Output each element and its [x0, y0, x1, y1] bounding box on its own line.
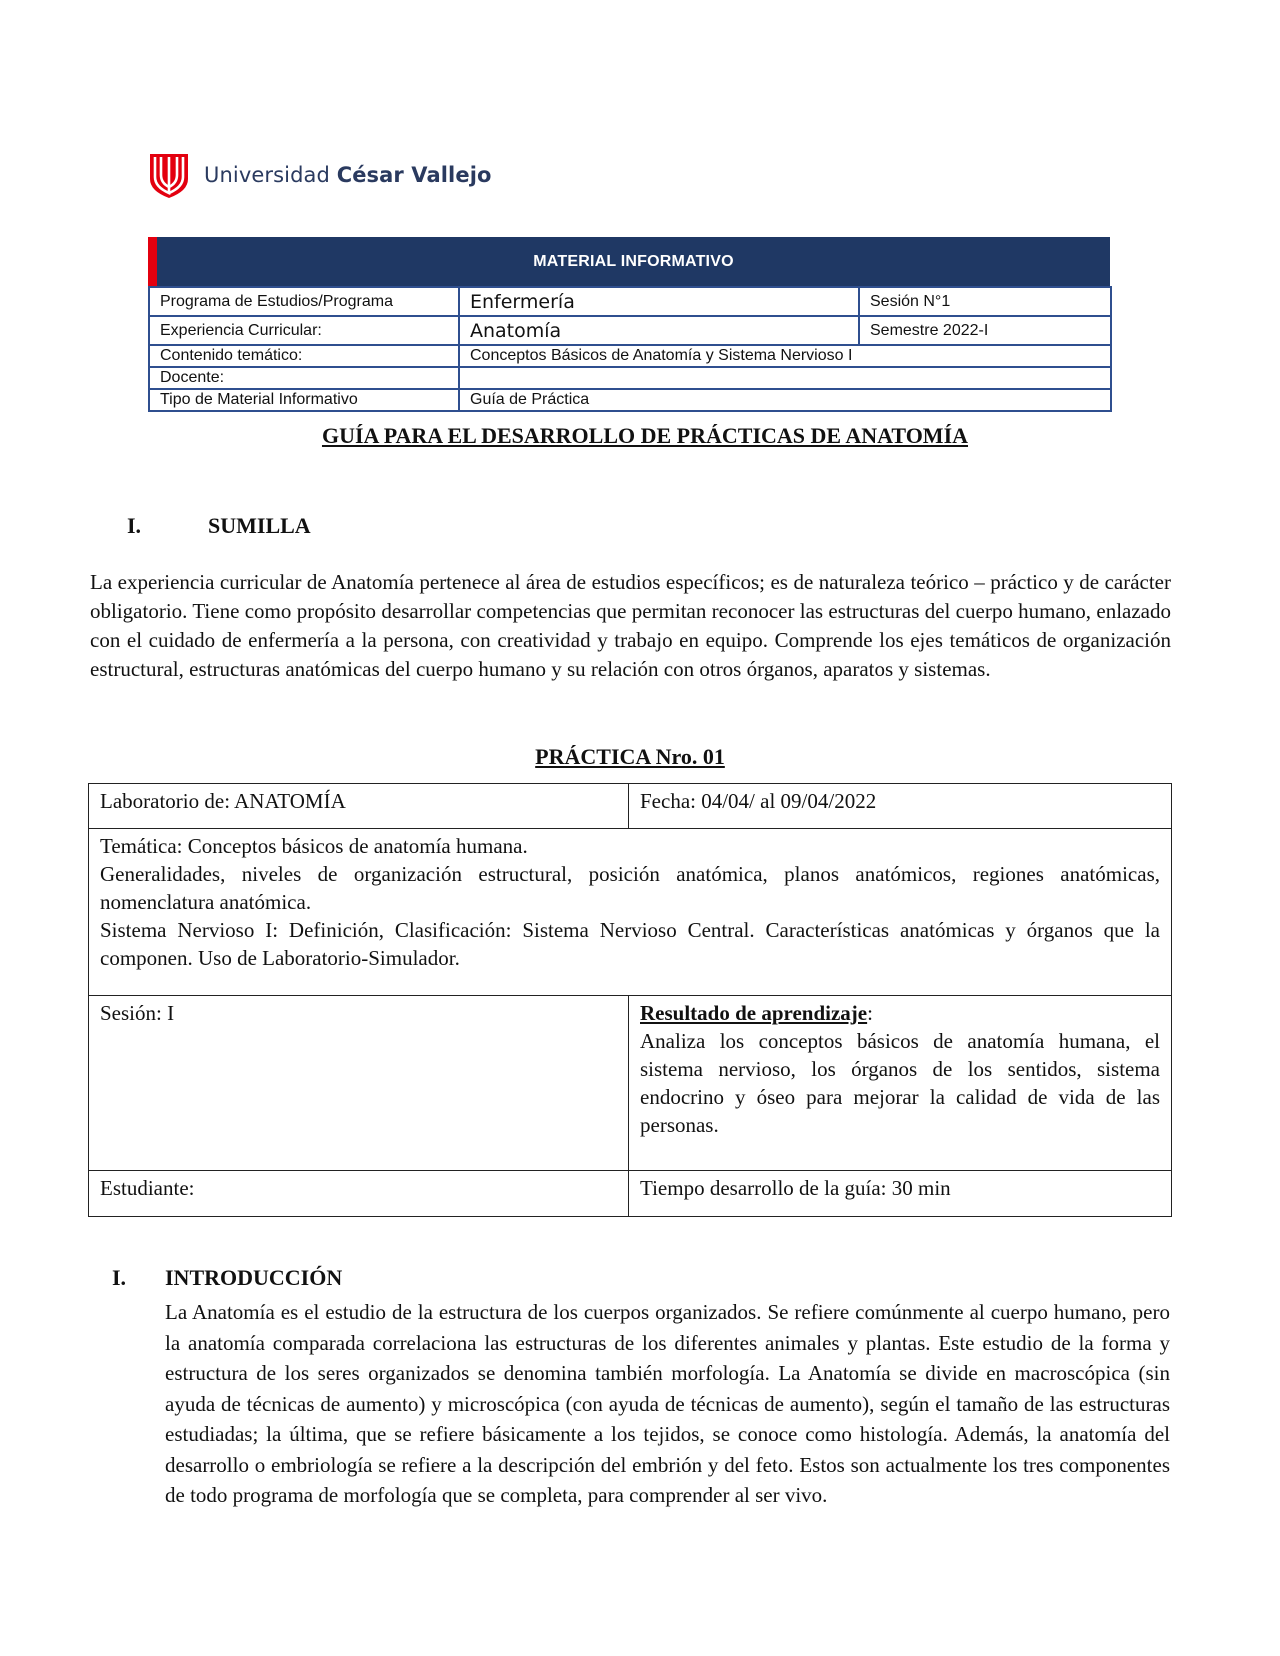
laboratorio-cell: Laboratorio de: ANATOMÍA [89, 784, 629, 829]
info-value: Guía de Práctica [459, 389, 1111, 411]
info-row-tipo [149, 389, 1111, 411]
info-label: Experiencia Curricular: [149, 316, 459, 345]
lab-row-tematica [89, 829, 1172, 996]
material-info-header: MATERIAL INFORMATIVO [148, 237, 1110, 286]
info-row-docente [149, 367, 1111, 389]
info-value: Enfermería [459, 287, 859, 316]
university-name-regular: Universidad [204, 163, 337, 187]
sistema-line: Sistema Nervioso I: Definición, Clasificación: Sistema Nervioso Central. Características anatómicas y órganos que la componen. Uso de Laboratorio-Simulador. [100, 918, 1160, 970]
lab-row-sesion [89, 996, 1172, 1171]
section-title: INTRODUCCIÓN [165, 1265, 343, 1290]
lab-row-header [89, 784, 1172, 829]
section-number: I. [127, 513, 142, 538]
info-value [459, 367, 1111, 389]
info-extra: Sesión N°1 [859, 287, 1111, 316]
info-label: Programa de Estudios/Programa [149, 287, 459, 316]
material-info-table [148, 237, 1110, 412]
estudiante-cell: Estudiante: [89, 1171, 629, 1217]
sumilla-text: La experiencia curricular de Anatomía pertenece al área de estudios específicos; es de naturaleza teórico – práctico y de carácter obligatorio. Tiene como propósito desarrollar competencias que permitan reconocer las estructuras del cuerpo humano, enlazado con el cuidado de enfermería a la persona, con creatividad y trabajo en equipo. Comprende los ejes temáticos de organización estructural, estructuras anatómicas del cuerpo humano y su relación con otros órganos, aparatos y sistemas. [90, 570, 1171, 681]
info-value: Conceptos Básicos de Anatomía y Sistema Nervioso I [459, 345, 1111, 367]
tiempo-cell: Tiempo desarrollo de la guía: 30 min [629, 1171, 1172, 1217]
generalidades-line: Generalidades, niveles de organización estructural, posición anatómica, planos anatómicos, regiones anatómicas, nomenclatura anatómica. [100, 862, 1160, 914]
material-info-grid [148, 286, 1112, 412]
info-label: Tipo de Material Informativo [149, 389, 459, 411]
info-row-contenido [149, 345, 1111, 367]
document-title: GUÍA PARA EL DESARROLLO DE PRÁCTICAS DE ANATOMÍA [321, 423, 969, 448]
ucv-shield-icon [148, 151, 190, 199]
section-number: I. [112, 1265, 127, 1290]
info-label: Docente: [149, 367, 459, 389]
info-row-experiencia [149, 316, 1111, 345]
section-title: SUMILLA [208, 513, 311, 538]
introduccion-text: La Anatomía es el estudio de la estructura de los cuerpos organizados. Se refiere comúnmente al cuerpo humano, pero la anatomía comparada correlaciona las estructuras de los diferentes animales y plantas. Este estudio de la forma y estructura de los seres organizados se denomina también morfología. La Anatomía se divide en macroscópica (sin ayuda de técnicas de aumento) y microscópica (con ayuda de técnicas de aumento), según el tamaño de las estructuras estudiadas; la última, que se refiere básicamente a los tejidos, se conoce como histología. Además, la anatomía del desarrollo o embriología se refiere a la descripción del embrión y del feto. Estos son actualmente los tres componentes de todo programa de morfología que se completa, para comprender al ser vivo. [165, 1300, 1170, 1507]
info-extra: Semestre 2022-I [859, 316, 1111, 345]
info-label: Contenido temático: [149, 345, 459, 367]
fecha-cell: Fecha: 04/04/ al 09/04/2022 [629, 784, 1172, 829]
university-logo [148, 150, 492, 200]
resultado-text: Analiza los conceptos básicos de anatomía humana, el sistema nervioso, los órganos de los sentidos, sistema endocrino y óseo para mejorar la calidad de vida de las personas. [640, 1029, 1160, 1137]
tematica-line: Temática: Conceptos básicos de anatomía humana. [100, 834, 528, 858]
tematica-cell [89, 829, 1172, 996]
university-name-bold: César Vallejo [336, 163, 492, 187]
resultado-colon: : [867, 1001, 873, 1025]
sesion-cell: Sesión: I [89, 996, 629, 1171]
info-value: Anatomía [459, 316, 859, 345]
practica-table [88, 783, 1172, 1217]
resultado-label: Resultado de aprendizaje [640, 1001, 868, 1025]
university-name [204, 163, 492, 187]
lab-row-estudiante [89, 1171, 1172, 1217]
info-row-programa [149, 287, 1111, 316]
practica-title: PRÁCTICA Nro. 01 [535, 744, 725, 769]
resultado-cell [629, 996, 1172, 1171]
